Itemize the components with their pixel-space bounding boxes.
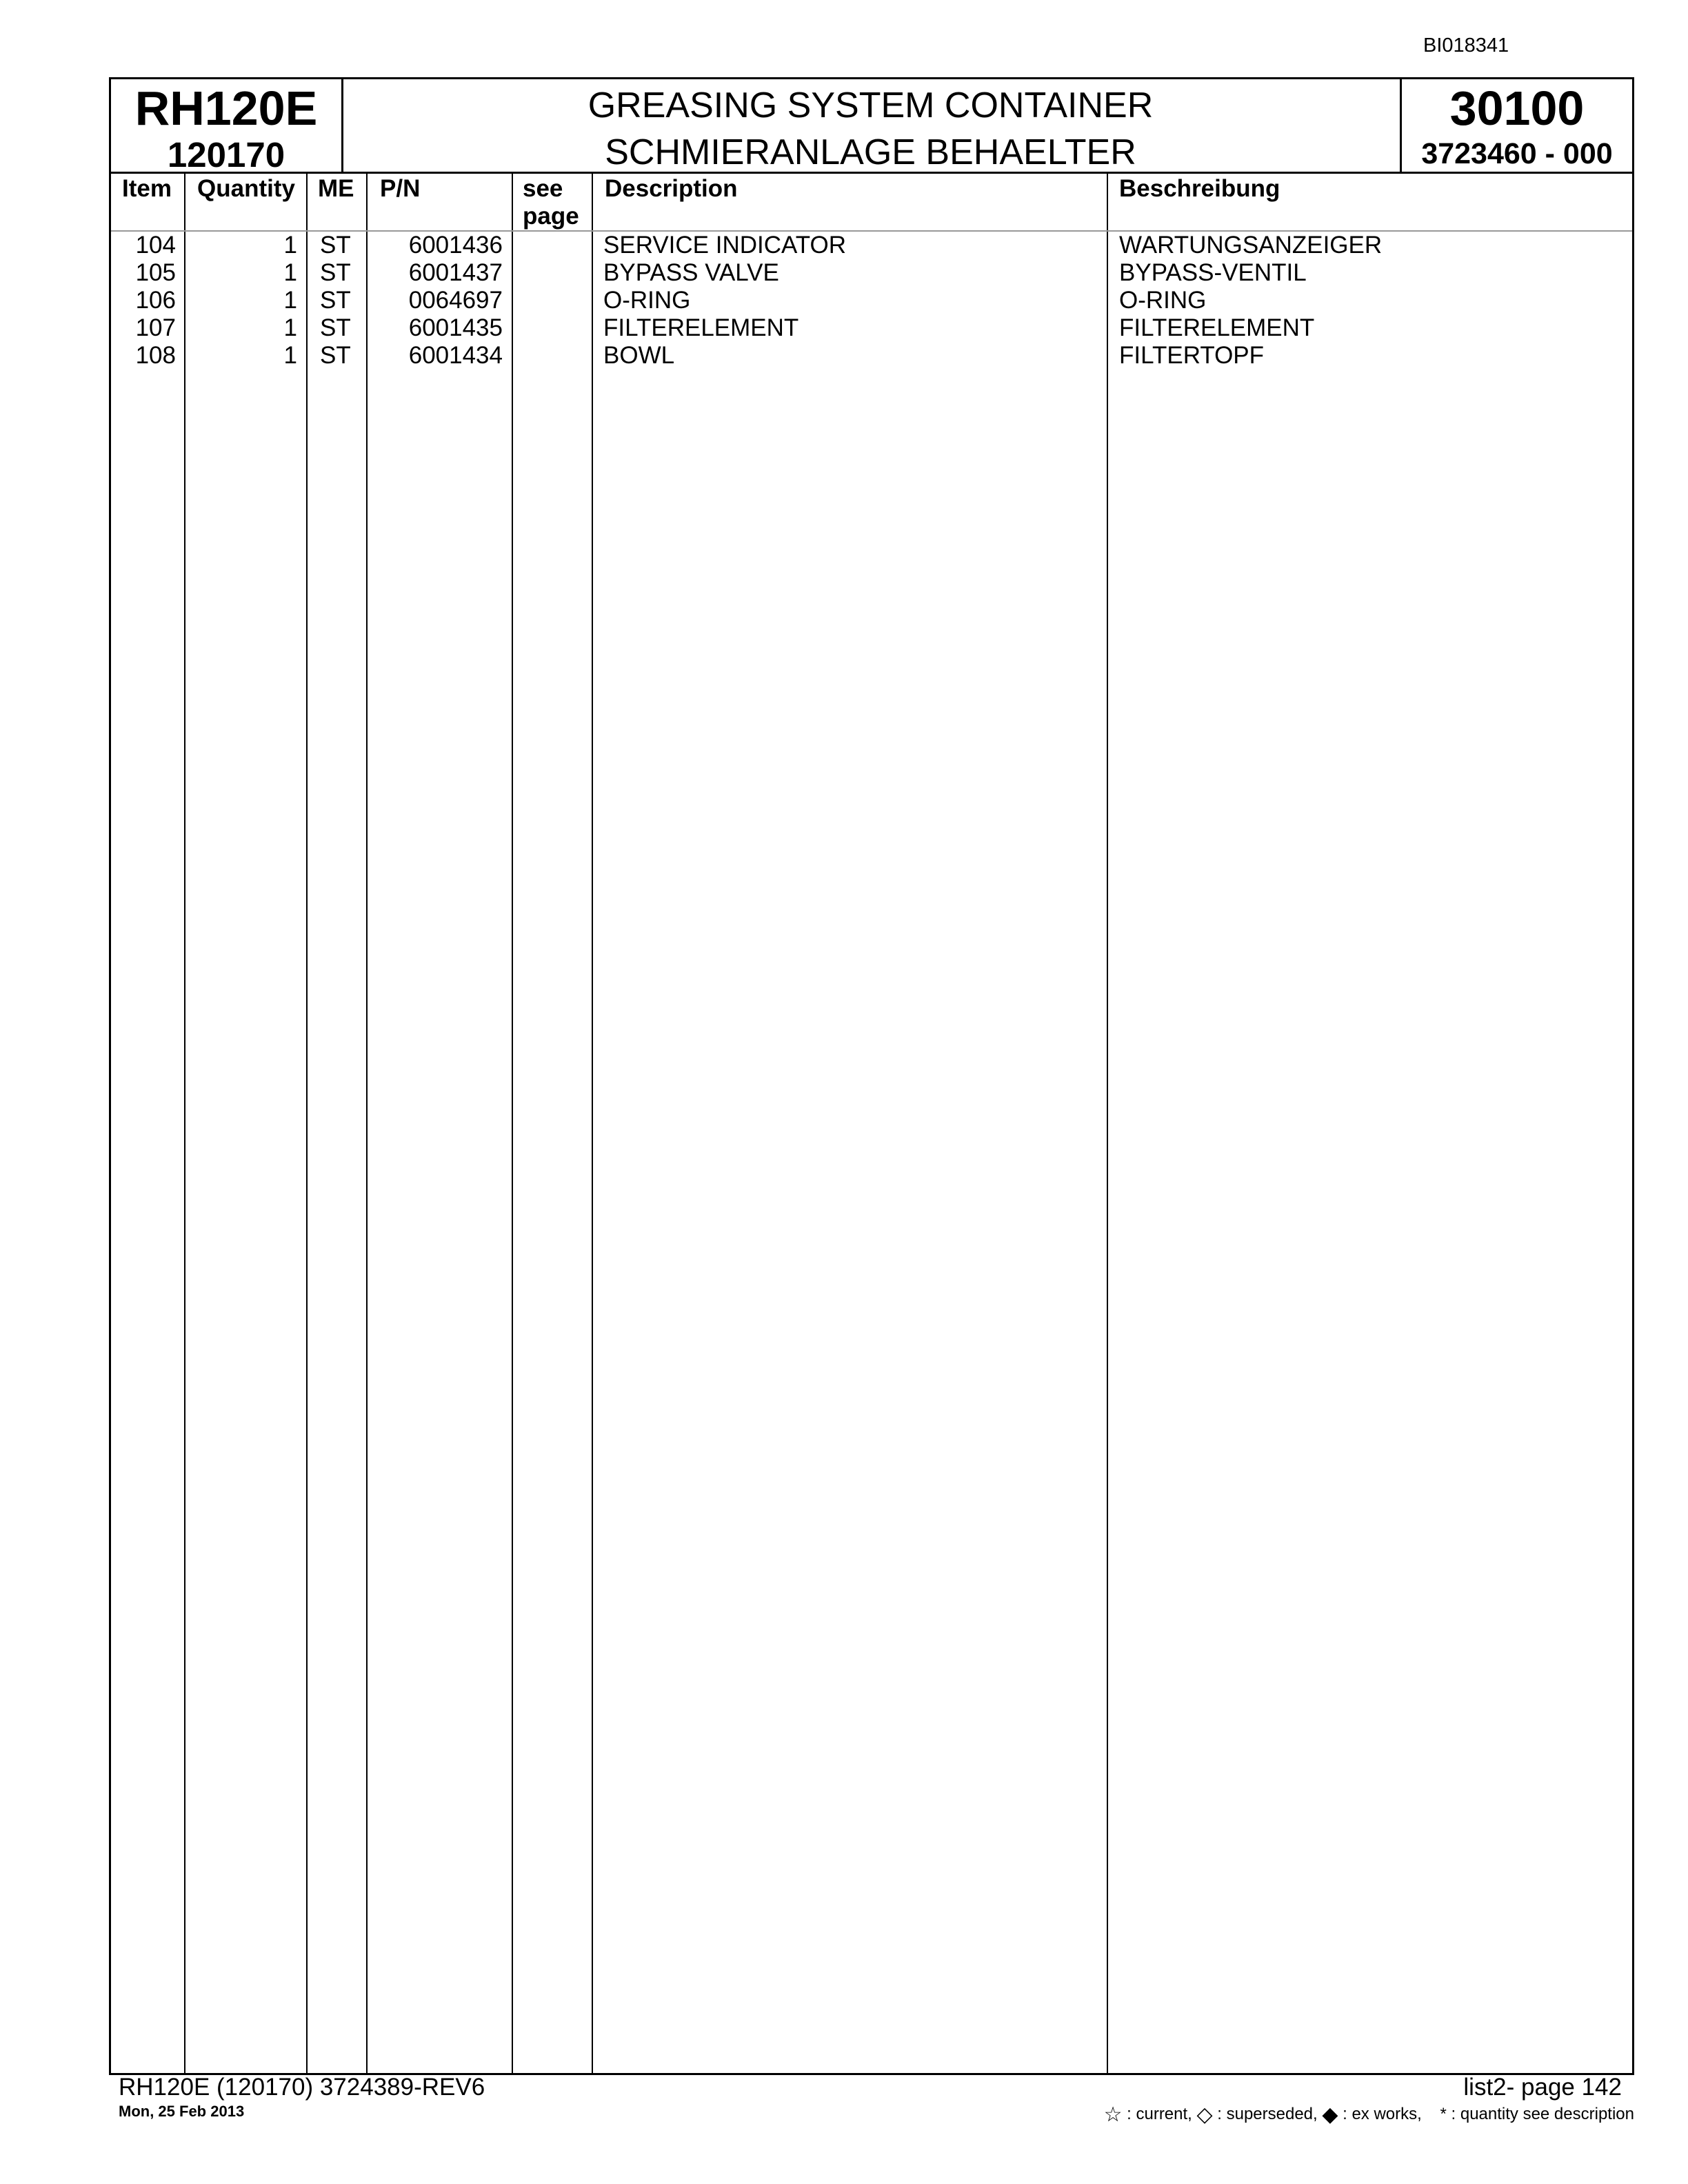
column-header-beschreibung: Beschreibung xyxy=(1119,175,1280,202)
legend-superseded: : superseded, xyxy=(1217,2105,1318,2123)
quantity: 1 xyxy=(283,259,297,286)
beschreibung: FILTERTOPF xyxy=(1119,342,1265,369)
page-label: page xyxy=(523,203,579,230)
table-row xyxy=(111,342,1632,370)
description: O-RING xyxy=(603,287,691,314)
model-box xyxy=(111,79,343,172)
document-id: BI018341 xyxy=(1423,34,1509,57)
see-label: see xyxy=(523,175,563,202)
serial-number: 120170 xyxy=(167,135,285,174)
table-row xyxy=(111,232,1632,259)
description: SERVICE INDICATOR xyxy=(603,232,847,259)
item-number: 106 xyxy=(135,287,176,314)
part-number: 6001435 xyxy=(408,314,503,341)
unit: ST xyxy=(320,314,351,341)
description: BYPASS VALVE xyxy=(603,259,779,286)
quantity: 1 xyxy=(283,232,297,259)
column-divider xyxy=(1107,174,1108,2073)
header-block xyxy=(109,77,1634,174)
legend-exworks: : ex works, xyxy=(1343,2105,1422,2123)
column-divider xyxy=(184,174,185,2073)
item-number: 107 xyxy=(135,314,176,341)
item-number: 105 xyxy=(135,259,176,286)
title-english: GREASING SYSTEM CONTAINER xyxy=(587,85,1154,125)
part-number: 6001436 xyxy=(408,232,503,259)
beschreibung: FILTERELEMENT xyxy=(1119,314,1315,341)
column-header-see-page xyxy=(523,175,579,230)
column-header-pn: P/N xyxy=(380,175,421,202)
group-reference: 3723460 - 000 xyxy=(1421,137,1613,170)
title-german: SCHMIERANLAGE BEHAELTER xyxy=(605,132,1136,172)
diamond-outline-icon: ◇ xyxy=(1196,2103,1213,2126)
part-number: 6001437 xyxy=(408,259,503,286)
column-divider xyxy=(592,174,593,2073)
item-number: 108 xyxy=(135,342,176,369)
table-row xyxy=(111,314,1632,342)
group-number: 30100 xyxy=(1449,81,1585,135)
parts-table xyxy=(109,174,1634,2075)
model-name: RH120E xyxy=(134,81,318,135)
item-number: 104 xyxy=(135,232,176,259)
beschreibung: BYPASS-VENTIL xyxy=(1119,259,1307,286)
legend-current: : current, xyxy=(1127,2105,1192,2123)
beschreibung: O-RING xyxy=(1119,287,1207,314)
column-header-quantity: Quantity xyxy=(197,175,295,202)
description: BOWL xyxy=(603,342,675,369)
column-divider xyxy=(512,174,513,2073)
column-header-description: Description xyxy=(605,175,738,202)
column-header-me: ME xyxy=(318,175,354,202)
title-box xyxy=(341,79,1400,172)
column-divider xyxy=(366,174,368,2073)
description: FILTERELEMENT xyxy=(603,314,799,341)
part-number: 0064697 xyxy=(408,287,503,314)
quantity: 1 xyxy=(283,342,297,369)
unit: ST xyxy=(320,232,351,259)
footer-date: Mon, 25 Feb 2013 xyxy=(119,2103,245,2120)
table-row xyxy=(111,259,1632,287)
table-body xyxy=(111,232,1632,370)
star-icon: ☆ xyxy=(1103,2103,1123,2126)
quantity: 1 xyxy=(283,314,297,341)
unit: ST xyxy=(320,259,351,286)
quantity: 1 xyxy=(283,287,297,314)
legend-quantity: * : quantity see description xyxy=(1440,2105,1634,2123)
diamond-filled-icon: ◆ xyxy=(1322,2103,1338,2126)
part-number: 6001434 xyxy=(408,342,503,369)
legend xyxy=(1104,2103,1634,2127)
footer-page-number: list2- page 142 xyxy=(1463,2074,1622,2101)
unit: ST xyxy=(320,287,351,314)
column-divider xyxy=(306,174,308,2073)
group-box xyxy=(1400,79,1632,172)
footer-document-ref: RH120E (120170) 3724389-REV6 xyxy=(119,2074,485,2101)
unit: ST xyxy=(320,342,351,369)
column-header-item: Item xyxy=(122,175,172,202)
beschreibung: WARTUNGSANZEIGER xyxy=(1119,232,1383,259)
table-row xyxy=(111,287,1632,314)
